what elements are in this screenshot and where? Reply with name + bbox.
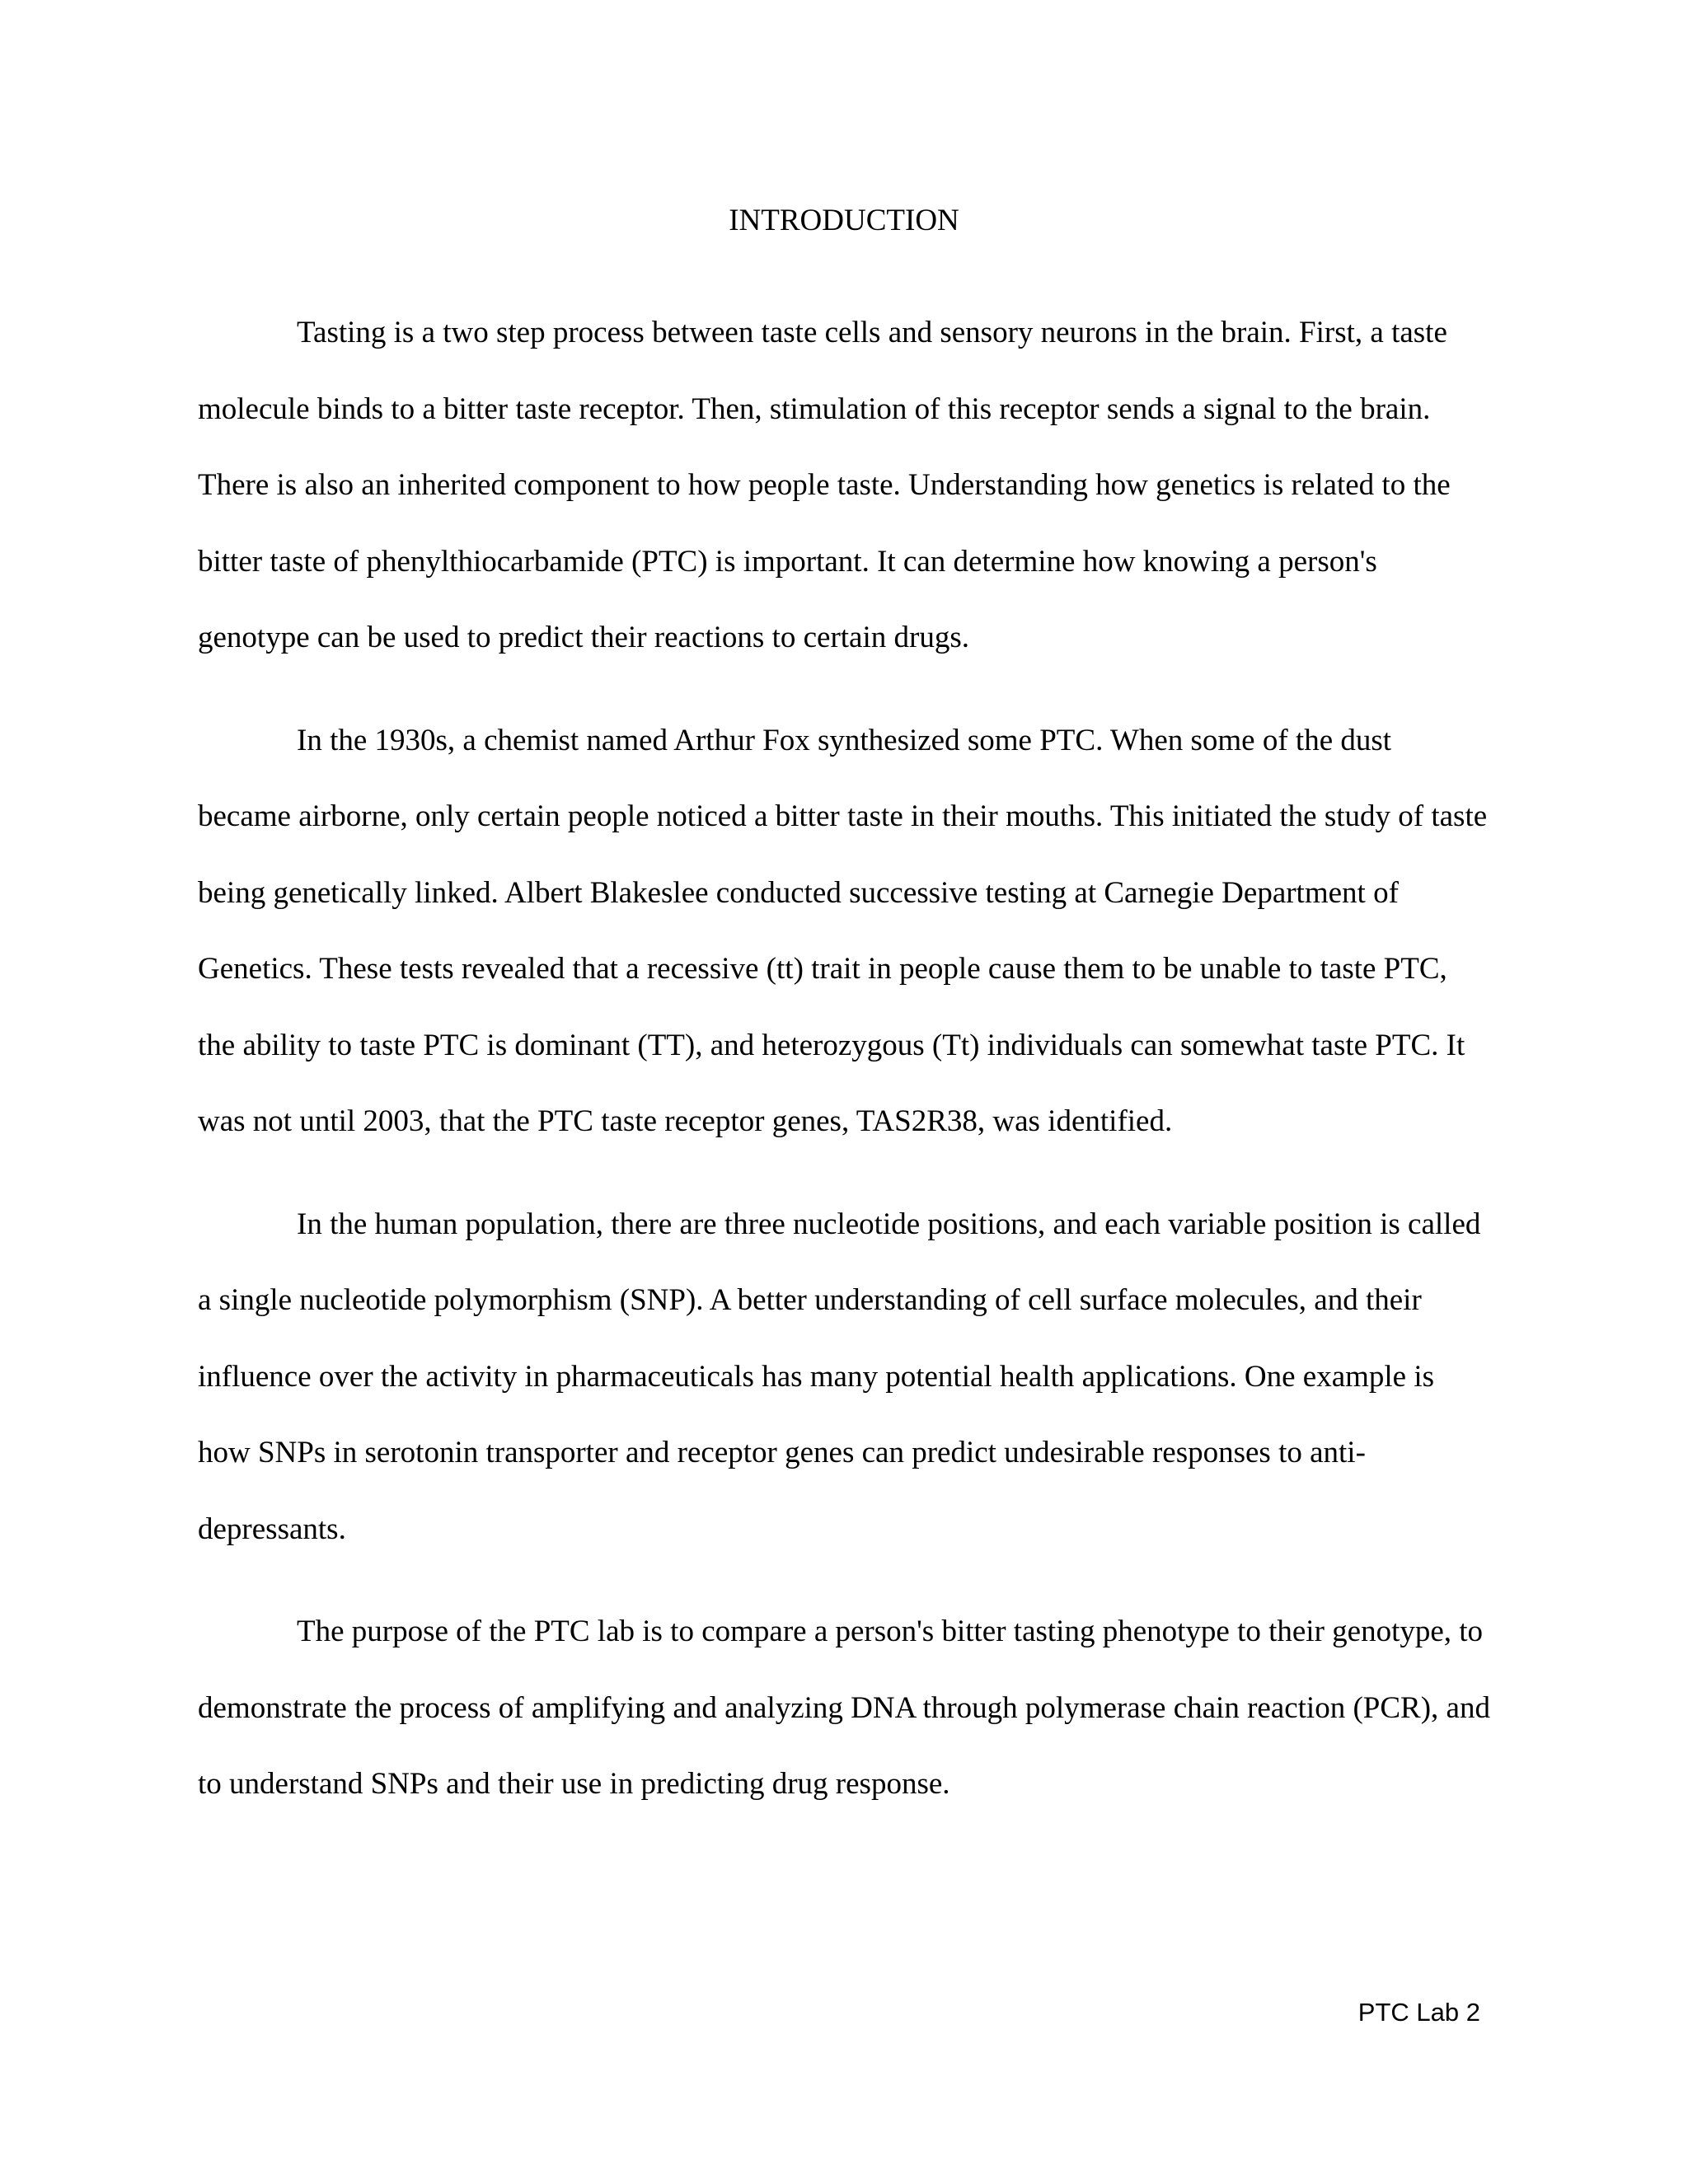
section-heading: INTRODUCTION bbox=[729, 204, 959, 237]
page-footer: PTC Lab 2 bbox=[1357, 1998, 1480, 2027]
paragraph-history: In the 1930s, a chemist named Arthur Fox synthesized some PTC. When some of the dust became airborne, only certain people noticed a bitter taste in their mouths. This initiated the study of taste being genetically linked. Albert Blakeslee conducted successive testing at Carnegie Department of Genetics. These tests revealed that a recessive (tt) trait in people cause them to be unable to taste PTC, the ability to taste PTC is dominant (TT), and heterozygous (Tt) individuals can somewhat taste PTC. It was not until 2003, that the PTC taste receptor genes, TAS2R38, was identified. bbox=[198, 723, 1488, 1138]
paragraph-snp: In the human population, there are three nucleotide positions, and each variable position is called a single nucleotide polymorphism (SNP). A better understanding of cell surface molecules, and their influence over the activity in pharmaceuticals has many potential health applications. One example is how SNPs in serotonin transporter and receptor genes can predict undesirable responses to anti-depressants. bbox=[198, 1207, 1481, 1546]
paragraph-purpose: The purpose of the PTC lab is to compare a person's bitter tasting phenotype to their genotype, to demonstrate the process of amplifying and analyzing DNA through polymerase chain reaction (PCR), and to understand SNPs and their use in predicting drug response. bbox=[198, 1615, 1490, 1801]
paragraph-tasting-process: Tasting is a two step process between taste cells and sensory neurons in the brain. First, a taste molecule binds to a bitter taste receptor. Then, stimulation of this receptor sends a signal to the brain. There is also an inherited component to how people taste. Understanding how genetics is related to the bitter taste of phenylthiocarbamide (PTC) is important. It can determine how knowing a person's genotype can be used to predict their reactions to certain drugs. bbox=[198, 316, 1451, 654]
document-body bbox=[198, 295, 1490, 1849]
